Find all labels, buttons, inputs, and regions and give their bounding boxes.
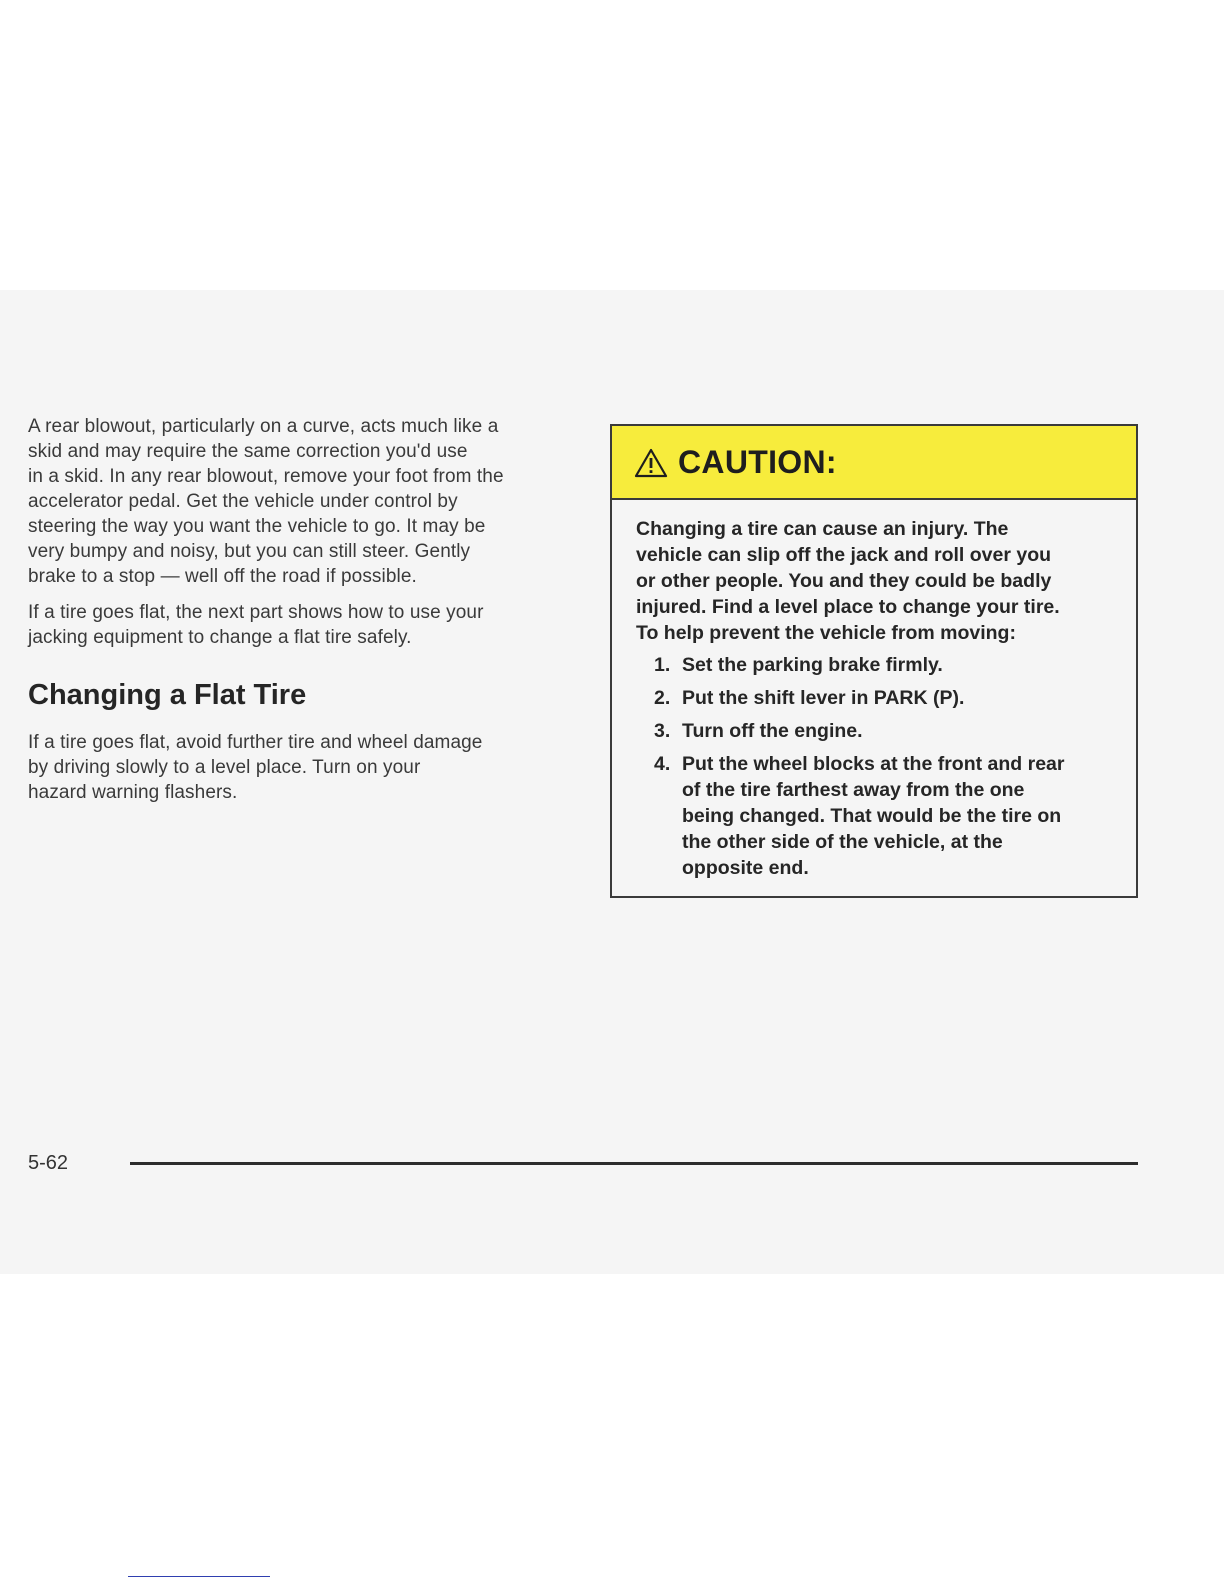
text-line: To help prevent the vehicle from moving: bbox=[636, 622, 1016, 644]
text-line: in a skid. In any rear blowout, remove your foot from the bbox=[28, 466, 504, 487]
text-line: If a tire goes flat, avoid further tire and wheel damage bbox=[28, 732, 483, 753]
paragraph-next-part bbox=[28, 600, 568, 650]
caution-box bbox=[610, 424, 1138, 898]
page-number: 5-62 bbox=[28, 1152, 69, 1174]
text-line: opposite end. bbox=[682, 857, 809, 879]
step-number: 1. bbox=[654, 654, 671, 676]
text-line: the other side of the vehicle, at the bbox=[682, 831, 1003, 853]
text-line: Put the shift lever in PARK (P). bbox=[682, 687, 965, 709]
text-line: or other people. You and they could be badly bbox=[636, 570, 1052, 592]
paragraph-flat-tire bbox=[28, 730, 568, 805]
text-line: steering the way you want the vehicle to go. It may be bbox=[28, 516, 486, 537]
paragraph-rear-blowout bbox=[28, 414, 568, 589]
text-line: vehicle can slip off the jack and roll over you bbox=[636, 544, 1052, 566]
text-line: being changed. That would be the tire on bbox=[682, 805, 1062, 827]
caution-title: CAUTION: bbox=[678, 443, 837, 480]
text-line: jacking equipment to change a flat tire safely. bbox=[28, 627, 412, 648]
text-line: If a tire goes flat, the next part shows how to use your bbox=[28, 602, 484, 623]
step-number: 3. bbox=[654, 720, 671, 742]
text-line: injured. Find a level place to change your tire. bbox=[636, 596, 1060, 618]
text-line: brake to a stop — well off the road if possible. bbox=[28, 566, 417, 587]
text-line: by driving slowly to a level place. Turn on your bbox=[28, 757, 421, 778]
text-line: skid and may require the same correction you'd use bbox=[28, 441, 468, 462]
step-item bbox=[636, 751, 1116, 881]
left-column bbox=[28, 414, 568, 816]
text-line: A rear blowout, particularly on a curve, acts much like a bbox=[28, 416, 499, 437]
caution-header bbox=[612, 426, 1136, 500]
caution-intro bbox=[636, 516, 1116, 646]
warning-triangle-icon bbox=[634, 448, 668, 478]
text-line: accelerator pedal. Get the vehicle under control by bbox=[28, 491, 458, 512]
step-text bbox=[682, 652, 943, 678]
step-number: 2. bbox=[654, 687, 671, 709]
text-line: Changing a tire can cause an injury. The bbox=[636, 518, 1009, 540]
text-line: very bumpy and noisy, but you can still steer. Gently bbox=[28, 541, 471, 562]
step-number: 4. bbox=[654, 753, 671, 775]
step-item bbox=[636, 685, 1116, 711]
link-underline bbox=[128, 1576, 270, 1577]
text-line: Set the parking brake firmly. bbox=[682, 654, 943, 676]
step-item bbox=[636, 718, 1116, 744]
step-item bbox=[636, 652, 1116, 678]
caution-body bbox=[612, 500, 1136, 881]
text-line: hazard warning flashers. bbox=[28, 782, 238, 803]
text-line: Turn off the engine. bbox=[682, 720, 863, 742]
caution-steps bbox=[636, 652, 1116, 881]
step-text bbox=[682, 718, 863, 744]
footer-rule bbox=[130, 1162, 1138, 1165]
step-text bbox=[682, 751, 1065, 881]
text-line: of the tire farthest away from the one bbox=[682, 779, 1025, 801]
text-line: Put the wheel blocks at the front and rear bbox=[682, 753, 1065, 775]
section-title: Changing a Flat Tire bbox=[28, 679, 307, 711]
step-text bbox=[682, 685, 964, 711]
